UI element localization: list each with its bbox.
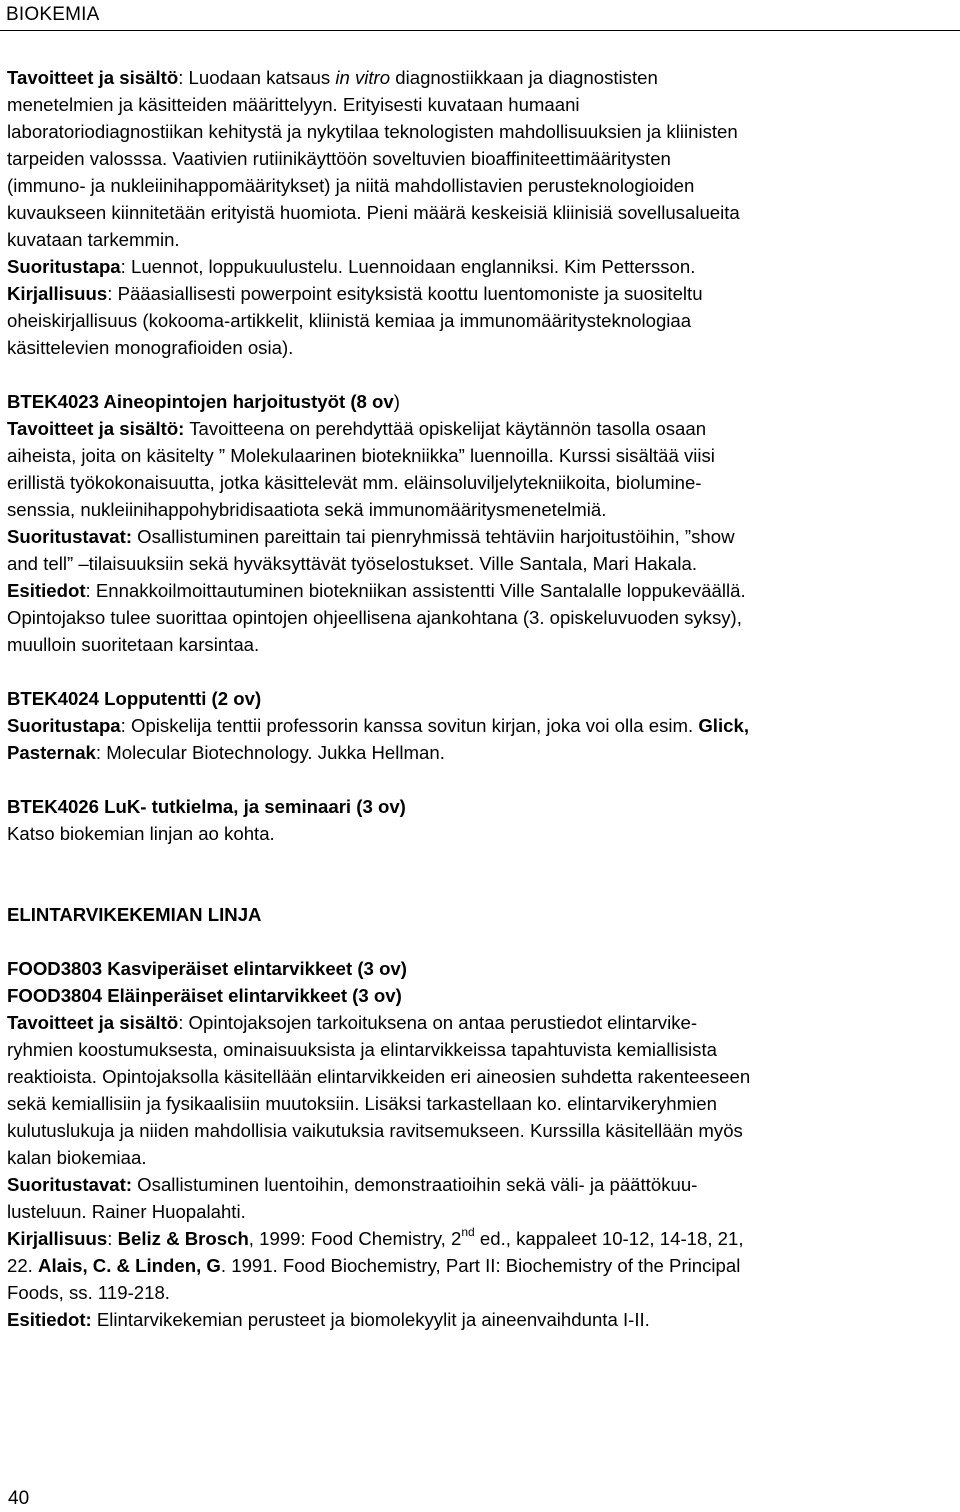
text-span: diagnostiikkaan ja diagnostisten [390, 67, 658, 88]
course-title [7, 388, 947, 415]
header-title: BIOKEMIA [6, 4, 100, 25]
text-line: kuvataan tarkemmin. [7, 229, 180, 250]
text-line: muulloin suoritetaan karsintaa. [7, 634, 260, 655]
document-body [7, 64, 947, 1333]
text-line [7, 280, 947, 307]
superscript: nd [461, 1224, 475, 1239]
label-suoritustavat: Suoritustavat: [7, 526, 133, 547]
text-line [7, 1225, 947, 1252]
text-span: : Luennot, loppukuulustelu. Luennoidaan englanniksi. Kim Pettersson. [120, 256, 696, 277]
text-line [7, 1171, 947, 1198]
section-btek4026 [7, 793, 947, 847]
text-span: : [107, 1228, 118, 1249]
text-line: Opintojakso tulee suorittaa opintojen ohjeellisena ajankohtana (3. opiskeluvuoden syksy), [7, 607, 742, 628]
section-heading: ELINTARVIKEKEMIAN LINJA [7, 904, 262, 925]
text-line: Foods, ss. 119-218. [7, 1282, 170, 1303]
text-line: laboratoriodiagnostiikan kehitystä ja nykytilaa teknologisten mahdollisuuksien ja kliinisten [7, 121, 738, 142]
text-line [7, 1009, 947, 1036]
label-tavoitteet: Tavoitteet ja sisältö: [7, 418, 185, 439]
text-line: aiheista, joita on käsitelty ” Molekulaarinen biotekniikka” luennoilla. Kurssi sisältää viisi [7, 445, 715, 466]
text-line [7, 577, 947, 604]
text-line [7, 64, 947, 91]
text-line: sekä kemiallisiin ja fysikaalisiin muutoksiin. Lisäksi tarkastellaan ko. elintarvikeryhmien [7, 1093, 717, 1114]
text-line [7, 523, 947, 550]
course-title: FOOD3803 Kasviperäiset elintarvikkeet (3 ov) [7, 958, 407, 979]
text-line: kalan biokemiaa. [7, 1147, 147, 1168]
text-line: oheiskirjallisuus (kokooma-artikkelit, kliinistä kemiaa ja immunomääritysteknologiaa [7, 310, 692, 331]
text-line [7, 739, 947, 766]
course-title: FOOD3804 Eläinperäiset elintarvikkeet (3 ov) [7, 985, 402, 1006]
label-esitiedot: Esitiedot [7, 580, 86, 601]
course-title: BTEK4026 LuK- tutkielma, ja seminaari (3 ov) [7, 796, 406, 817]
italic-term: in vitro [335, 67, 391, 88]
text-line: Katso biokemian linjan ao kohta. [7, 823, 275, 844]
text-line: kuvaukseen kiinnitetään erityistä huomiota. Pieni määrä keskeisiä kliinisiä sovellusalueita [7, 202, 740, 223]
section-btek4023 [7, 388, 947, 658]
text-line: reaktioista. Opintojaksolla käsitellään elintarvikkeiden eri aineosien suhdetta rakenteeseen [7, 1066, 751, 1087]
label-kirjallisuus: Kirjallisuus [7, 283, 108, 304]
page-number: 40 [8, 1488, 30, 1509]
text-span: 22. [7, 1255, 39, 1276]
section-btek4024 [7, 685, 947, 766]
author-name: Glick, [698, 715, 749, 736]
text-span: ed., kappaleet 10-12, 14-18, 21, [474, 1228, 744, 1249]
author-name: Beliz & Brosch [117, 1228, 249, 1249]
text-span: : Pääasiallisesti powerpoint esityksistä koottu luentomoniste ja suositeltu [107, 283, 703, 304]
text-line: tarpeiden valosssa. Vaativien rutiinikäyttöön soveltuvien bioaffiniteettimääritysten [7, 148, 671, 169]
label-tavoitteet: Tavoitteet ja sisältö [7, 1012, 179, 1033]
author-name: Pasternak [7, 742, 96, 763]
text-span: . 1991. Food Biochemistry, Part II: Biochemistry of the Principal [220, 1255, 741, 1276]
text-line: (immuno- ja nukleiinihappomääritykset) ja niitä mahdollistavien perusteknologioiden [7, 175, 695, 196]
text-line: erillistä työkokonaisuutta, jotka käsittelevät mm. eläinsoluviljelytekniikoita, biolumine- [7, 472, 702, 493]
page-header [0, 0, 960, 31]
text-span: : Opintojaksojen tarkoituksena on antaa perustiedot elintarvike- [178, 1012, 698, 1033]
label-suoritustapa: Suoritustapa [7, 715, 121, 736]
text-line [7, 253, 947, 280]
label-esitiedot: Esitiedot: [7, 1309, 92, 1330]
text-line: lusteluun. Rainer Huopalahti. [7, 1201, 246, 1222]
text-line: menetelmien ja käsitteiden määrittelyyn. Erityisesti kuvataan humaani [7, 94, 580, 115]
text-line: and tell” –tilaisuuksiin sekä hyväksyttävät työselostukset. Ville Santala, Mari Hakala. [7, 553, 698, 574]
text-span: : Molecular Biotechnology. Jukka Hellman. [95, 742, 445, 763]
text-span: Osallistuminen pareittain tai pienryhmissä tehtäviin harjoitustöihin, ”show [132, 526, 735, 547]
text-line [7, 712, 947, 739]
section-intro [7, 64, 947, 361]
section-elintarvike [7, 901, 947, 1333]
text-span: Elintarvikekemian perusteet ja biomolekyylit ja aineenvaihdunta I-II. [91, 1309, 650, 1330]
text-line: ryhmien koostumuksesta, ominaisuuksista ja elintarvikkeissa tapahtuvista kemiallisista [7, 1039, 717, 1060]
label-tavoitteet: Tavoitteet ja sisältö [7, 67, 179, 88]
label-suoritustapa: Suoritustapa [7, 256, 121, 277]
text-span: : Luodaan katsaus [178, 67, 336, 88]
text-line [7, 415, 947, 442]
course-title-text: BTEK4023 Aineopintojen harjoitustyöt (8 ov [7, 391, 394, 412]
text-span: : Ennakkoilmoittautuminen biotekniikan assistentti Ville Santalalle loppukeväällä. [85, 580, 746, 601]
text-span: , 1999: Food Chemistry, 2 [248, 1228, 462, 1249]
text-line: käsittelevien monografioiden osia). [7, 337, 294, 358]
text-span: Tavoitteena on perehdyttää opiskelijat käytännön tasolla osaan [184, 418, 707, 439]
text-line [7, 1306, 947, 1333]
course-title: BTEK4024 Lopputentti (2 ov) [7, 688, 262, 709]
text-line: kulutuslukuja ja niiden mahdollisia vaikutuksia ravitsemukseen. Kurssilla käsitellään myös [7, 1120, 743, 1141]
text-line [7, 1252, 947, 1279]
label-suoritustavat: Suoritustavat: [7, 1174, 133, 1195]
label-kirjallisuus: Kirjallisuus [7, 1228, 108, 1249]
text-span: Osallistuminen luentoihin, demonstraatioihin sekä väli- ja päättökuu- [132, 1174, 698, 1195]
author-name: Alais, C. & Linden, G [38, 1255, 221, 1276]
text-line: senssia, nukleiinihappohybridisaatiota sekä immunomääritysmenetelmiä. [7, 499, 607, 520]
text-span: : Opiskelija tenttii professorin kanssa sovitun kirjan, joka voi olla esim. [120, 715, 699, 736]
text-span: ) [393, 391, 400, 412]
